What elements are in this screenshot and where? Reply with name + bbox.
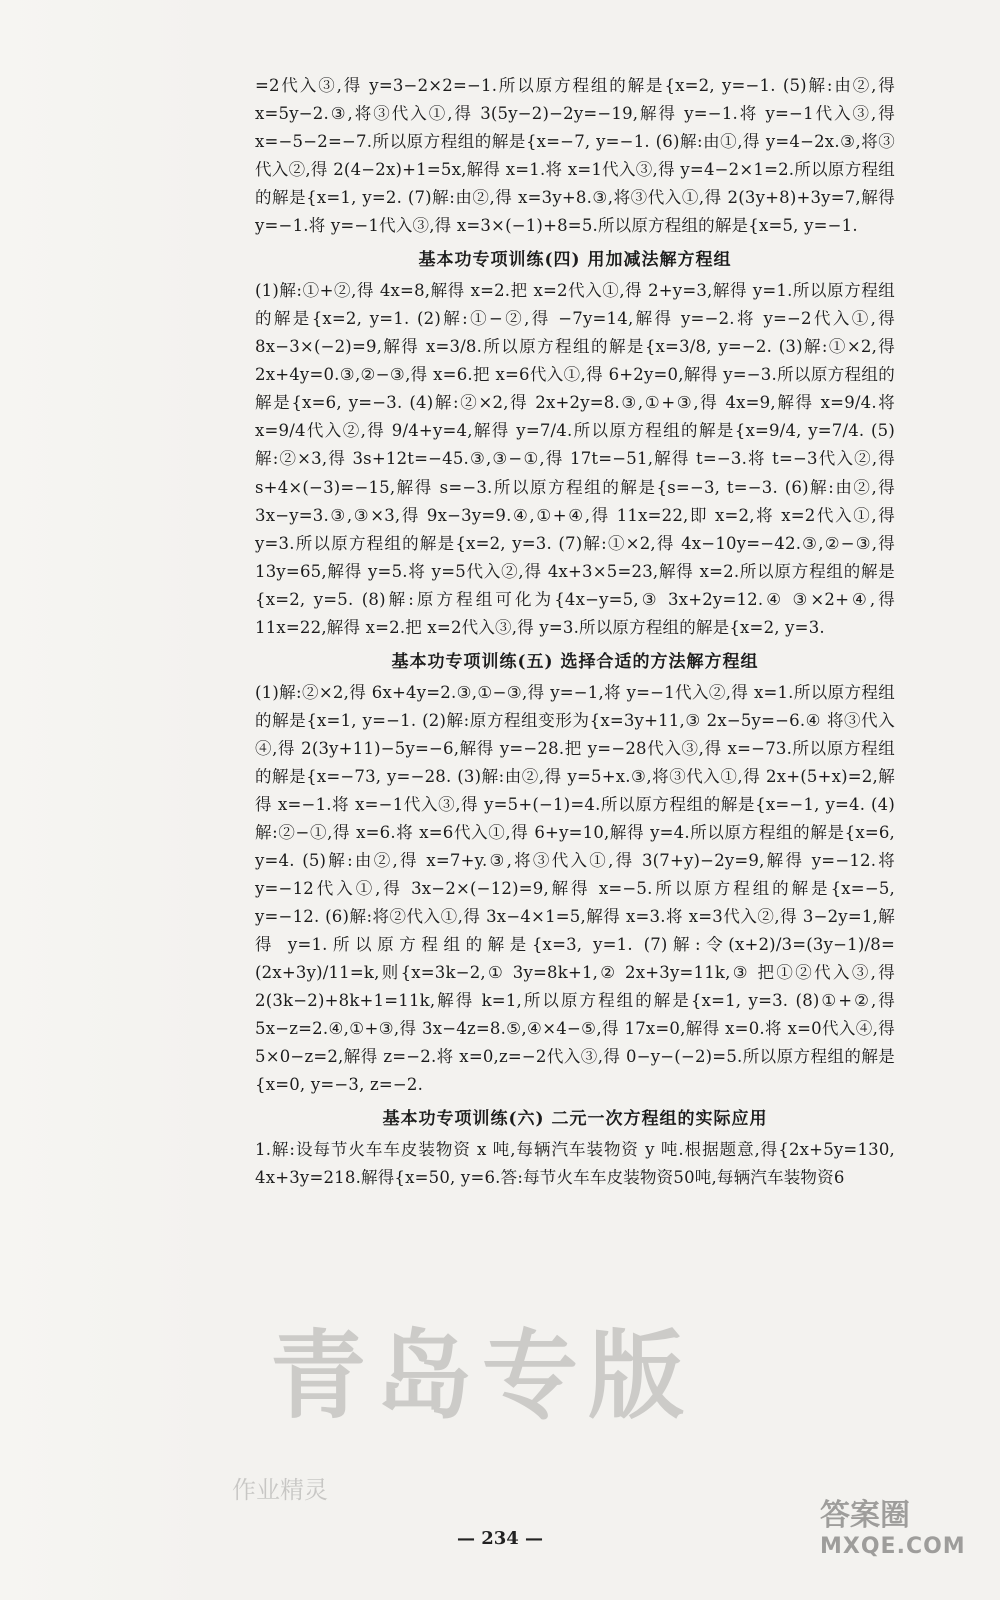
page-number: — 234 —: [456, 1528, 544, 1549]
section5-body: (1)解:②×2,得 6x+4y=2.③,①−③,得 y=−1,将 y=−1代入②,得 x=1.所以原方程组的解是{x=1, y=−1. (2)解:原方程组变形为{x=3y+11,③ 2x−5y=−6.④ 将③代入④,得 2(3y+11)−5y=−6,解得 y=−28.把 y=−28代入③,得 x=−73.所以原方程组的解是{x=−73, y=−28. (3)解:由②,得 y=5+x.③,将③代入①,得 2x+(5+x)=2,解得 x=−1.将 x=−1代入③,得 y=5+(−1)=4.所以原方程组的解是{x=−1, y=4. (4)解:②−①,得 x=6.将 x=6代入①,得 6+y=10,解得 y=4.所以原方程组的解是{x=6, y=4. (5)解:由②,得 x=7+y.③,将③代入①,得 3(7+y)−2y=9,解得 y=−12.将 y=−12代入①,得 3x−2×(−12)=9,解得 x=−5.所以原方程组的解是{x=−5, y=−12. (6)解:将②代入①,得 3x−4×1=5,解得 x=3.将 x=3代入②,得 3−2y=1,解得 y=1.所以原方程组的解是{x=3, y=1. (7)解:令(x+2)/3=(3y−1)/8=(2x+3y)/11=k,则{x=3k−2,① 3y=8k+1,② 2x+3y=11k,③ 把①②代入③,得 2(3k−2)+8k+1=11k,解得 k=1,所以原方程组的解是{x=1, y=3. (8)①+②,得 5x−z=2.④,①+③,得 3x−4z=8.⑤,④×4−⑤,得 17x=0,解得 x=0.将 x=0代入④,得 5×0−z=2,解得 z=−2.将 x=0,z=−2代入③,得 0−y−(−2)=5.所以原方程组的解是{x=0, y=−3, z=−2.: [255, 682, 895, 1095]
page-margin: [0, 0, 210, 1600]
answer-page: [255, 72, 895, 1192]
watermark-small-text: 作业精灵: [232, 1476, 328, 1504]
watermark-text: 青岛专版: [270, 1320, 694, 1432]
section4-title: 基本功专项训练(四) 用加减法解方程组: [418, 250, 732, 271]
logo-mark: 答案圈: [820, 1498, 910, 1533]
section5-title: 基本功专项训练(五) 选择合适的方法解方程组: [391, 651, 759, 672]
section6-body: 1.解:设每节火车车皮装物资 x 吨,每辆汽车装物资 y 吨.根据题意,得{2x+5y=130, 4x+3y=218.解得{x=50, y=6.答:每节火车车皮装物资50吨,每辆汽车装物资6: [255, 1140, 895, 1188]
section3-continuation: =2代入③,得 y=3−2×2=−1.所以原方程组的解是{x=2, y=−1. (5)解:由②,得 x=5y−2.③,将③代入①,得 3(5y−2)−2y=−19,解得 y=−1.将 y=−1代入③,得 x=−5−2=−7.所以原方程组的解是{x=−7, y=−1. (6)解:由①,得 y=4−2x.③,将③代入②,得 2(4−2x)+1=5x,解得 x=1.将 x=1代入③,得 y=4−2×1=2.所以原方程组的解是{x=1, y=2. (7)解:由②,得 x=3y+8.③,将③代入①,得 2(3y+8)+3y=7,解得 y=−1.将 y=−1代入③,得 x=3×(−1)+8=5.所以原方程组的解是{x=5, y=−1.: [255, 76, 895, 236]
section6-title: 基本功专项训练(六) 二元一次方程组的实际应用: [382, 1109, 768, 1130]
logo-url: MXQE.COM: [820, 1534, 966, 1559]
section4-body: (1)解:①+②,得 4x=8,解得 x=2.把 x=2代入①,得 2+y=3,解得 y=1.所以原方程组的解是{x=2, y=1. (2)解:①−②,得 −7y=14,解得 y=−2.将 y=−2代入①,得 8x−3×(−2)=9,解得 x=3/8.所以原方程组的解是{x=3/8, y=−2. (3)解:①×2,得 2x+4y=0.③,②−③,得 x=6.把 x=6代入①,得 6+2y=0,解得 y=−3.所以原方程组的解是{x=6, y=−3. (4)解:②×2,得 2x+2y=8.③,①+③,得 4x=9,解得 x=9/4.将 x=9/4代入②,得 9/4+y=4,解得 y=7/4.所以原方程组的解是{x=9/4, y=7/4. (5)解:②×3,得 3s+12t=−45.③,③−①,得 17t=−51,解得 t=−3.将 t=−3代入②,得 s+4×(−3)=−15,解得 s=−3.所以原方程组的解是{s=−3, t=−3. (6)解:由②,得 3x−y=3.③,③×3,得 9x−3y=9.④,①+④,得 11x=22,即 x=2,将 x=2代入①,得 y=3.所以原方程组的解是{x=2, y=3. (7)解:①×2,得 4x−10y=−42.③,②−③,得 13y=65,解得 y=5.将 y=5代入②,得 4x+3×5=23,解得 x=2.所以原方程组的解是{x=2, y=5. (8)解:原方程组可化为{4x−y=5,③ 3x+2y=12.④ ③×2+④,得 11x=22,解得 x=2.把 x=2代入③,得 y=3.所以原方程组的解是{x=2, y=3.: [255, 281, 895, 637]
